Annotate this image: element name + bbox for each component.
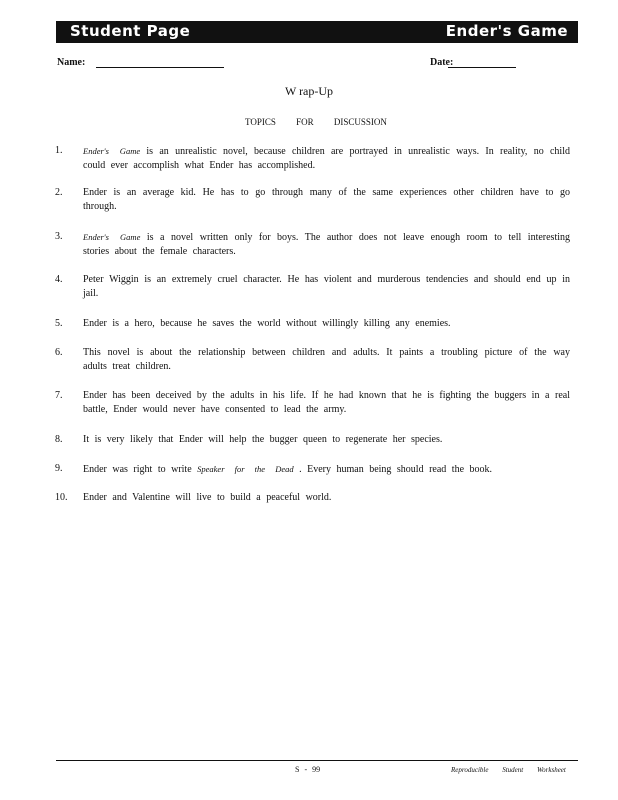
topic-text <box>83 462 570 477</box>
header-left-title: Student Page <box>70 22 191 40</box>
footer-rule <box>56 760 578 761</box>
topic-text-post: is a novel written only for boys. The author does not leave enough room to tell interesting stories about the female characters. <box>83 232 571 257</box>
topic-number: 1. <box>55 145 63 156</box>
header-right-title: Ender's Game <box>445 22 568 40</box>
topic-text-pre: Ender is an average kid. He has to go through many of the same experiences other children have to go through. <box>83 187 570 212</box>
topic-title-italic: Speaker for the Dead <box>197 464 294 474</box>
topic-text <box>83 144 570 173</box>
footer-note: Reproducible Student Worksheet <box>451 766 566 774</box>
topic-number: 3. <box>55 231 63 242</box>
topic-text-pre: Ender was right to write <box>83 464 198 475</box>
name-label: Name: <box>57 57 86 68</box>
topic-text <box>83 317 570 331</box>
topic-number: 8. <box>55 434 63 445</box>
topic-number: 4. <box>55 274 63 285</box>
topic-number: 9. <box>55 463 63 474</box>
topic-title-italic: Ender's Game <box>83 232 141 242</box>
topic-text <box>83 389 570 417</box>
name-field-line[interactable] <box>96 67 224 68</box>
topic-text <box>83 186 570 214</box>
topic-text <box>83 273 570 301</box>
page-subtitle: TOPICS FOR DISCUSSION <box>245 117 387 127</box>
topic-text-pre: Ender is a hero, because he saves the world without willingly killing any enemies. <box>83 318 451 329</box>
topic-text <box>83 230 570 259</box>
date-field-line[interactable] <box>448 67 516 68</box>
topic-number: 7. <box>55 390 63 401</box>
topic-text <box>83 491 570 505</box>
topic-text-post: . Every human being should read the book. <box>293 464 493 475</box>
topic-number: 6. <box>55 347 63 358</box>
topic-text-post: is an unrealistic novel, because children are portrayed in unrealistic ways. In reality, no child could ever accomplish what Ender has accomplished. <box>83 146 570 171</box>
topic-text-pre: Ender and Valentine will live to build a peaceful world. <box>83 492 332 503</box>
topic-text-pre: It is very likely that Ender will help the bugger queen to regenerate her species. <box>83 434 443 445</box>
topic-text-pre: Ender has been deceived by the adults in his life. If he had known that he is fighting the buggers in a real battle, Ender would never have consented to lead the army. <box>83 390 570 415</box>
topic-number: 2. <box>55 187 63 198</box>
topic-text <box>83 346 570 374</box>
topic-title-italic: Ender's Game <box>83 146 141 156</box>
topic-text-pre: Peter Wiggin is an extremely cruel character. He has violent and murderous tendencies and should end up in jail. <box>83 274 570 299</box>
topic-text <box>83 433 570 447</box>
page-number: S - 99 <box>295 765 321 774</box>
header-bar <box>56 21 578 43</box>
topic-text-pre: This novel is about the relationship between children and adults. It paints a troubling picture of the way adults treat children. <box>83 347 570 372</box>
topic-number: 10. <box>55 492 68 503</box>
date-label: Date: <box>430 57 454 68</box>
topic-number: 5. <box>55 318 63 329</box>
page-title: W rap-Up <box>284 84 334 98</box>
